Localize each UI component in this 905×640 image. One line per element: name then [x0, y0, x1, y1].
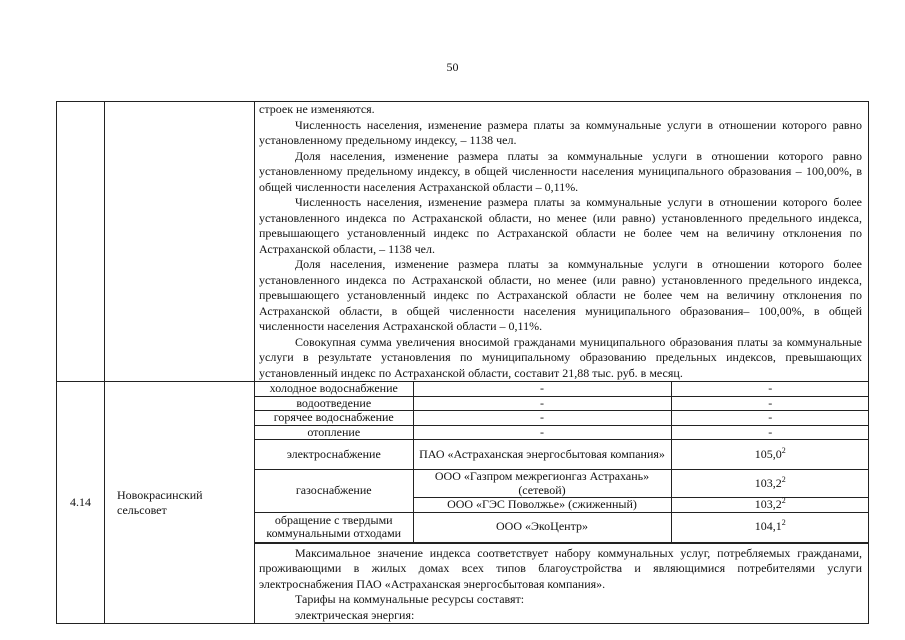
paragraph: Доля населения, изменение размера платы за коммунальные услуги в отношении которого равно установленному предельному индексу, в общей численности населения муниципального образования – 100,00%, в общей численности населения Астраханской области – 0,11%. — [259, 148, 862, 194]
index-value: - — [671, 382, 869, 396]
service-name: отопление — [255, 425, 413, 440]
service-row — [255, 425, 869, 440]
number-cell-empty — [57, 102, 105, 382]
service-name: газоснабжение — [255, 470, 413, 513]
paragraph: строек не изменяются. — [259, 102, 375, 116]
service-name: электроснабжение — [255, 440, 413, 470]
paragraph: Доля населения, изменение размера платы за коммунальные услуги в отношении которого более установленного индекса по Астраханской области, но менее (или равно) установленного предельного индекса, превышающего установленный индекс по Астраханской области не более чем на величину отклонения по Астраханской области, в общей численности населения муниципального образования– 100,00%, в общей численности населения Астраханской области – 0,11%. — [259, 257, 862, 333]
index-value: - — [671, 396, 869, 411]
index-value: - — [671, 425, 869, 440]
text-cell — [255, 102, 869, 382]
provider-name: ООО «ГЭС Поволжье» (сжиженный) — [413, 498, 671, 513]
index-number: 103,2 — [754, 497, 782, 511]
index-footnote: 2 — [781, 474, 786, 484]
name-cell-empty — [105, 102, 255, 382]
notes-block — [255, 543, 868, 624]
provider-name: - — [413, 396, 671, 411]
service-name: обращение с твердыми коммунальными отходами — [255, 512, 413, 542]
index-footnote: 2 — [781, 496, 786, 505]
entry-number: 4.14 — [57, 382, 105, 624]
page-number: 50 — [446, 60, 459, 74]
paragraph: электрическая энергия: — [295, 607, 415, 622]
service-row — [255, 411, 869, 426]
table-row — [57, 102, 869, 382]
index-value — [671, 512, 869, 542]
top-text-block — [255, 102, 868, 381]
services-table — [255, 382, 869, 543]
paragraph: Максимальное значение индекса соответствует набору коммунальных услуг, потребляемых гражданами, проживающими в жилых домах всех типов благоустройства и являющимися потребителями услуги электроснабжения ПАО «Астраханская энергосбытовая компания». — [259, 545, 862, 591]
paragraph: Совокупная сумма увеличения вносимой гражданами муниципального образования платы за коммунальные услуги в результате установления по муниципальному образованию предельных индексов, превышающих установленный индекс по Астраханской области, составит 21,88 тыс. руб. в месяц. — [259, 334, 862, 380]
index-number: 103,2 — [754, 475, 782, 490]
service-row — [255, 382, 869, 396]
entry-name: Новокрасинский сельсовет — [105, 382, 255, 624]
provider-name: ПАО «Астраханская энергосбытовая компания» — [413, 440, 671, 470]
service-name: водоотведение — [255, 396, 413, 411]
index-number: 104,1 — [754, 519, 782, 534]
index-footnote: 2 — [781, 518, 786, 528]
index-footnote: 2 — [781, 445, 786, 455]
provider-name: - — [413, 382, 671, 396]
service-name: горячее водоснабжение — [255, 411, 413, 426]
service-row — [255, 470, 869, 498]
paragraph: Численность населения, изменение размера платы за коммунальные услуги в отношении которого равно установленному предельному индексу, – 1138 чел. — [259, 117, 862, 147]
service-row — [255, 396, 869, 411]
index-value — [671, 440, 869, 470]
index-value — [671, 498, 869, 513]
service-row — [255, 440, 869, 470]
provider-name: ООО «Газпром межрегионгаз Астрахань» (сетевой) — [413, 470, 671, 498]
paragraph: Численность населения, изменение размера платы за коммунальные услуги в отношении которого более установленного индекса по Астраханской области, но менее (или равно) установленного предельного индекса, превышающего установленный индекс по Астраханской области не более чем на величину отклонения по Астраханской области, – 1138 чел. — [259, 195, 862, 256]
table-row — [57, 382, 869, 624]
indices-table — [56, 101, 869, 624]
provider-name: - — [413, 425, 671, 440]
index-value — [671, 470, 869, 498]
service-name: холодное водоснабжение — [255, 382, 413, 396]
service-row — [255, 512, 869, 542]
index-number: 105,0 — [754, 446, 782, 461]
provider-name: ООО «ЭкоЦентр» — [413, 512, 671, 542]
index-value: - — [671, 411, 869, 426]
services-cell — [255, 382, 869, 624]
paragraph: Тарифы на коммунальные ресурсы составят: — [295, 592, 525, 606]
provider-name: - — [413, 411, 671, 426]
